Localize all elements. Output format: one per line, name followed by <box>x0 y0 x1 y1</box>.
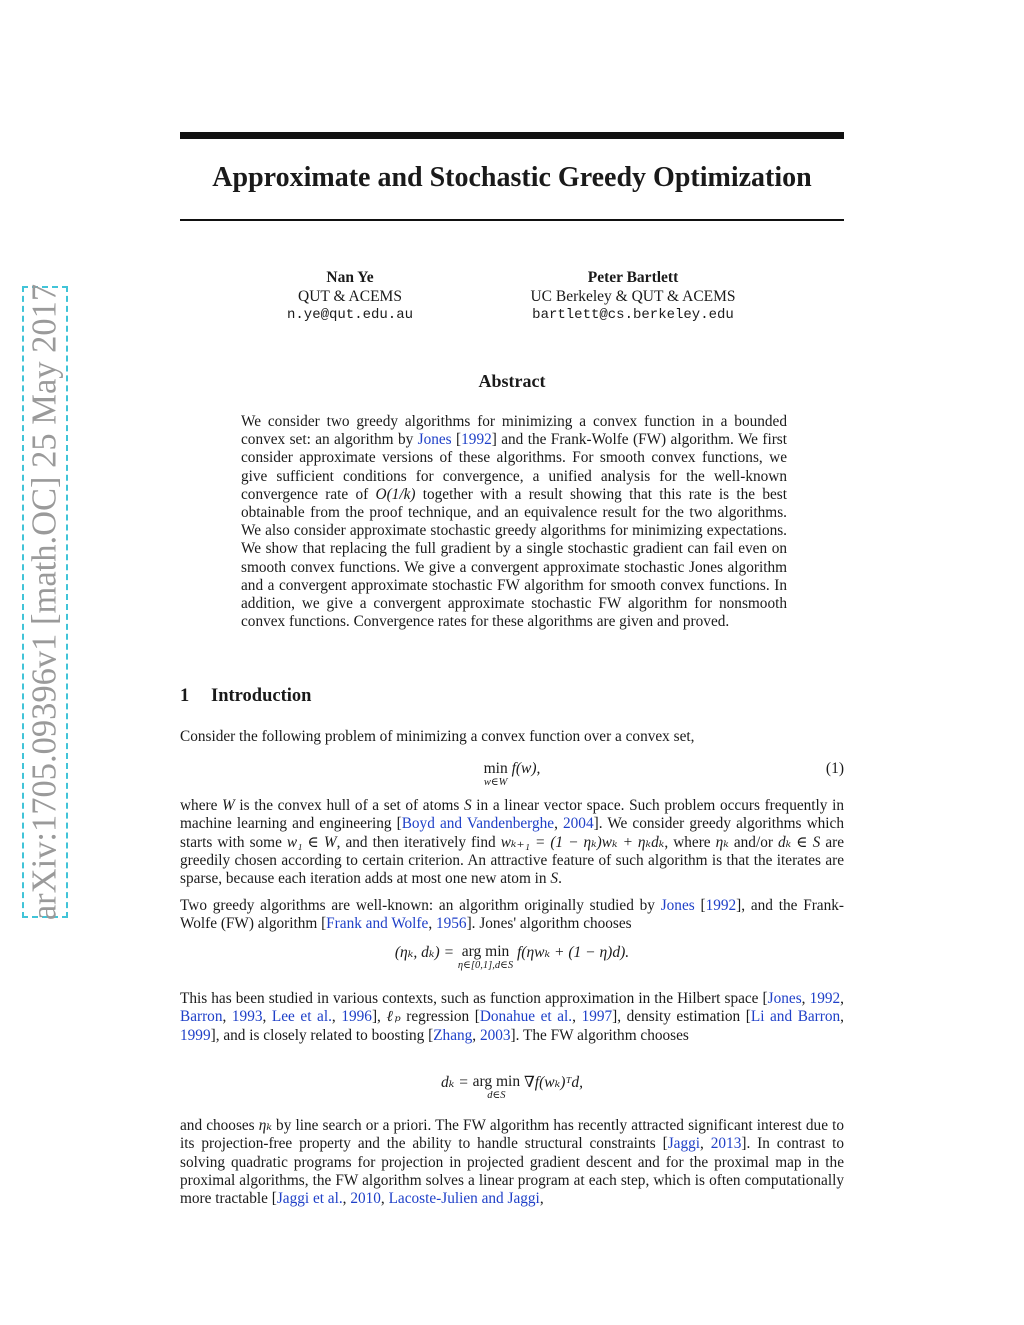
math-inline: O(1/k) <box>375 485 416 503</box>
citation-link[interactable]: 1996 <box>341 1008 372 1026</box>
citation-link[interactable]: Li and Barron <box>750 1008 841 1026</box>
citation-link[interactable]: 1992 <box>461 431 492 449</box>
citation-link[interactable]: Jaggi et al. <box>276 1190 343 1208</box>
citation-link[interactable]: Zhang <box>433 1026 473 1044</box>
paper-title: Approximate and Stochastic Greedy Optimization <box>212 162 812 193</box>
paragraph: where W is the convex hull of a set of atoms S in a linear vector space. Such problem occurs frequently in machine learning and engineering [Boyd and Vandenberghe, 2004]. We consider greedy algorithms which starts with some w₁ ∈ W, and then iteratively find wₖ₊₁ = (1 − ηₖ)wₖ + ηₖdₖ, where ηₖ and/or dₖ ∈ S are greedily chosen according to certain criterion. An attractive feature of such algorithm is that the iterates are sparse, because each iteration adds at most one new atom in S. <box>180 797 844 888</box>
equation-1: min w∈W f(w), (1) <box>483 760 844 788</box>
author-name: Peter Bartlett <box>587 269 679 286</box>
author-affiliation: UC Berkeley & QUT & ACEMS <box>530 288 736 305</box>
author-block <box>502 268 764 325</box>
abstract-text: We consider two greedy algorithms for minimizing a convex function in a bounded convex set: an algorithm by Jones [1992] and the Frank-Wolfe (FW) algorithm. We first consider approximate versions of these algorithms. For smooth convex functions, we give sufficient conditions for convergence, a unified analysis for the well-known convergence rate of O(1/k) together with a result showing that this rate is the best obtainable from the proof technique, and an equivalence result for the two algorithms. We also consider approximate stochastic greedy algorithms for minimizing expectations. We show that replacing the full gradient by a single stochastic gradient can fail even on smooth convex functions. We give a convergent approximate stochastic Jones algorithm and a convergent approximate stochastic FW algorithm for smooth convex functions. In addition, we give a convergent approximate stochastic FW algorithm for nonsmooth convex functions. Convergence rates for these algorithms are given and proved. <box>241 413 787 631</box>
citation-link[interactable]: 1993 <box>231 1008 263 1026</box>
citation-link[interactable]: Lacoste-Julien and Jaggi <box>388 1190 540 1208</box>
title-rule-bottom <box>180 219 844 221</box>
citation-link[interactable]: 1992 <box>809 990 841 1007</box>
author-email: n.ye@qut.edu.au <box>286 307 414 323</box>
citation-link[interactable]: Jones <box>767 990 802 1007</box>
citation-link[interactable]: 1992 <box>705 897 737 914</box>
abstract-heading: Abstract <box>478 371 546 391</box>
section-heading: 1 Introduction <box>180 686 312 706</box>
citation-link[interactable]: Jones <box>660 897 695 914</box>
citation-link[interactable]: 2004 <box>563 815 594 833</box>
author-block <box>252 268 448 325</box>
citation-link[interactable]: 1956 <box>435 915 467 933</box>
paragraph: Two greedy algorithms are well-known: an algorithm originally studied by Jones [1992], and the Frank-Wolfe (FW) algorithm [Frank and Wolfe, 1956]. Jones' algorithm chooses <box>180 897 844 933</box>
author-name: Nan Ye <box>326 269 374 286</box>
citation-link[interactable]: Jaggi <box>667 1135 701 1153</box>
equation-3: dₖ = arg min d∈S ∇f(wₖ)ᵀd, <box>440 1073 584 1101</box>
author-email: bartlett@cs.berkeley.edu <box>532 307 734 323</box>
citation-link[interactable]: Frank and Wolfe <box>326 915 429 933</box>
paragraph: Consider the following problem of minimizing a convex function over a convex set, <box>180 728 695 745</box>
arxiv-id: arXiv:1705.09396v1 [math.OC] 25 May 2017 <box>25 283 64 921</box>
paragraph: and chooses ηₖ by line search or a priori. The FW algorithm has recently attracted significant interest due to its projection-free property and the ability to handle structural constraints [Jaggi, 2013]. In contrast to solving quadratic programs for projection in projected gradient descent and for the proximal map in the proximal algorithms, the FW algorithm solves a linear program at each step, which is often computationally more tractable [Jaggi et al., 2010, Lacoste-Julien and Jaggi, <box>180 1117 845 1208</box>
paragraph: This has been studied in various contexts, such as function approximation in the Hilbert space [Jones, 1992, Barron, 1993, Lee et al., 1996], ℓₚ regression [Donahue et al., 1997], density estimation [Li and Barron, 1999], and is closely related to boosting [Zhang, 2003]. The FW algorithm chooses <box>180 990 844 1044</box>
equation-2: (ηₖ, dₖ) = arg min η∈[0,1],d∈S f(ηwₖ + (1 − η)d). <box>394 943 630 971</box>
arxiv-stamp <box>22 283 68 921</box>
citation-link[interactable]: Jones <box>417 431 452 449</box>
citation-link[interactable]: 1999 <box>180 1026 211 1044</box>
citation-link[interactable]: Lee et al. <box>271 1008 332 1026</box>
citation-link[interactable]: Donahue et al. <box>479 1008 573 1026</box>
citation-link[interactable]: 2003 <box>479 1026 511 1044</box>
citation-link[interactable]: 2013 <box>710 1135 742 1153</box>
citation-link[interactable]: Barron <box>180 1008 223 1026</box>
citation-link[interactable]: 2010 <box>350 1190 381 1208</box>
author-affiliation: QUT & ACEMS <box>298 288 402 305</box>
citation-link[interactable]: 1997 <box>581 1008 613 1026</box>
equation-number: (1) <box>825 760 844 777</box>
citation-link[interactable]: Boyd and Vandenberghe <box>401 815 555 833</box>
title-rule-top <box>180 132 844 139</box>
